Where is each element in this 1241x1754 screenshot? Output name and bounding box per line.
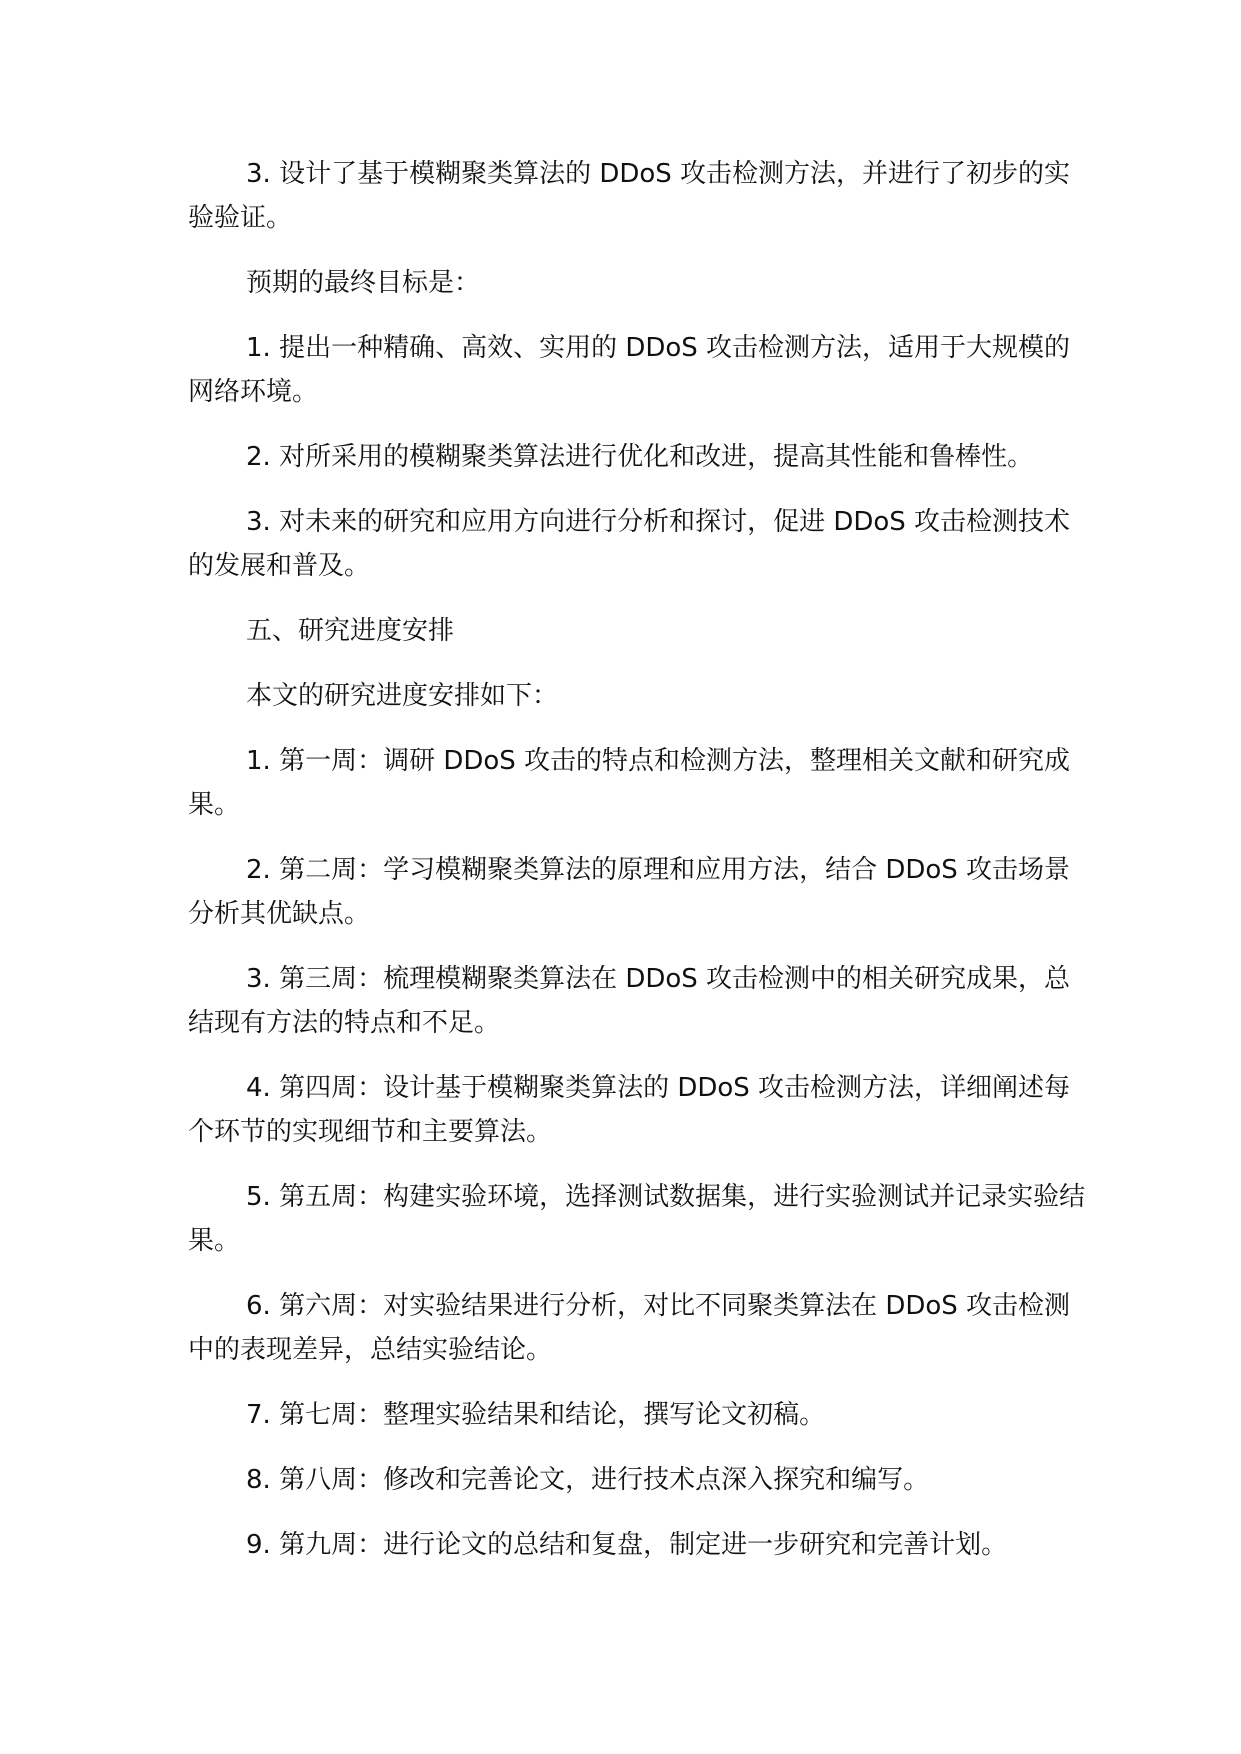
paragraph-final-goal-2: 2. 对所采用的模糊聚类算法进行优化和改进，提高其性能和鲁棒性。 <box>246 442 1034 472</box>
schedule-week-5: 5. 第五周：构建实验环境，选择测试数据集，进行实验测试并记录实验结果。 <box>188 1182 1086 1256</box>
paragraph-final-goal-3: 3. 对未来的研究和应用方向进行分析和探讨，促进 DDoS 攻击检测技术的发展和普及。 <box>188 507 1071 581</box>
paragraph-final-goal-1: 1. 提出一种精确、高效、实用的 DDoS 攻击检测方法，适用于大规模的网络环境。 <box>188 333 1071 407</box>
schedule-week-1: 1. 第一周：调研 DDoS 攻击的特点和检测方法，整理相关文献和研究成果。 <box>188 746 1071 820</box>
document-body <box>188 152 1088 1588</box>
paragraph-goal-3: 3. 设计了基于模糊聚类算法的 DDoS 攻击检测方法，并进行了初步的实验验证。 <box>188 159 1071 233</box>
schedule-week-2: 2. 第二周：学习模糊聚类算法的原理和应用方法，结合 DDoS 攻击场景分析其优缺点。 <box>188 855 1071 929</box>
paragraph-final-goals-intro: 预期的最终目标是： <box>246 268 481 298</box>
schedule-week-8: 8. 第八周：修改和完善论文，进行技术点深入探究和编写。 <box>246 1465 930 1495</box>
schedule-week-9: 9. 第九周：进行论文的总结和复盘，制定进一步研究和完善计划。 <box>246 1530 1008 1560</box>
section-heading-schedule: 五、研究进度安排 <box>246 616 455 646</box>
paragraph-schedule-intro: 本文的研究进度安排如下： <box>246 681 559 711</box>
schedule-week-3: 3. 第三周：梳理模糊聚类算法在 DDoS 攻击检测中的相关研究成果，总结现有方法的特点和不足。 <box>188 964 1071 1038</box>
schedule-week-6: 6. 第六周：对实验结果进行分析，对比不同聚类算法在 DDoS 攻击检测中的表现差异，总结实验结论。 <box>188 1291 1071 1365</box>
schedule-week-7: 7. 第七周：整理实验结果和结论，撰写论文初稿。 <box>246 1400 826 1430</box>
schedule-week-4: 4. 第四周：设计基于模糊聚类算法的 DDoS 攻击检测方法，详细阐述每个环节的实现细节和主要算法。 <box>188 1073 1071 1147</box>
